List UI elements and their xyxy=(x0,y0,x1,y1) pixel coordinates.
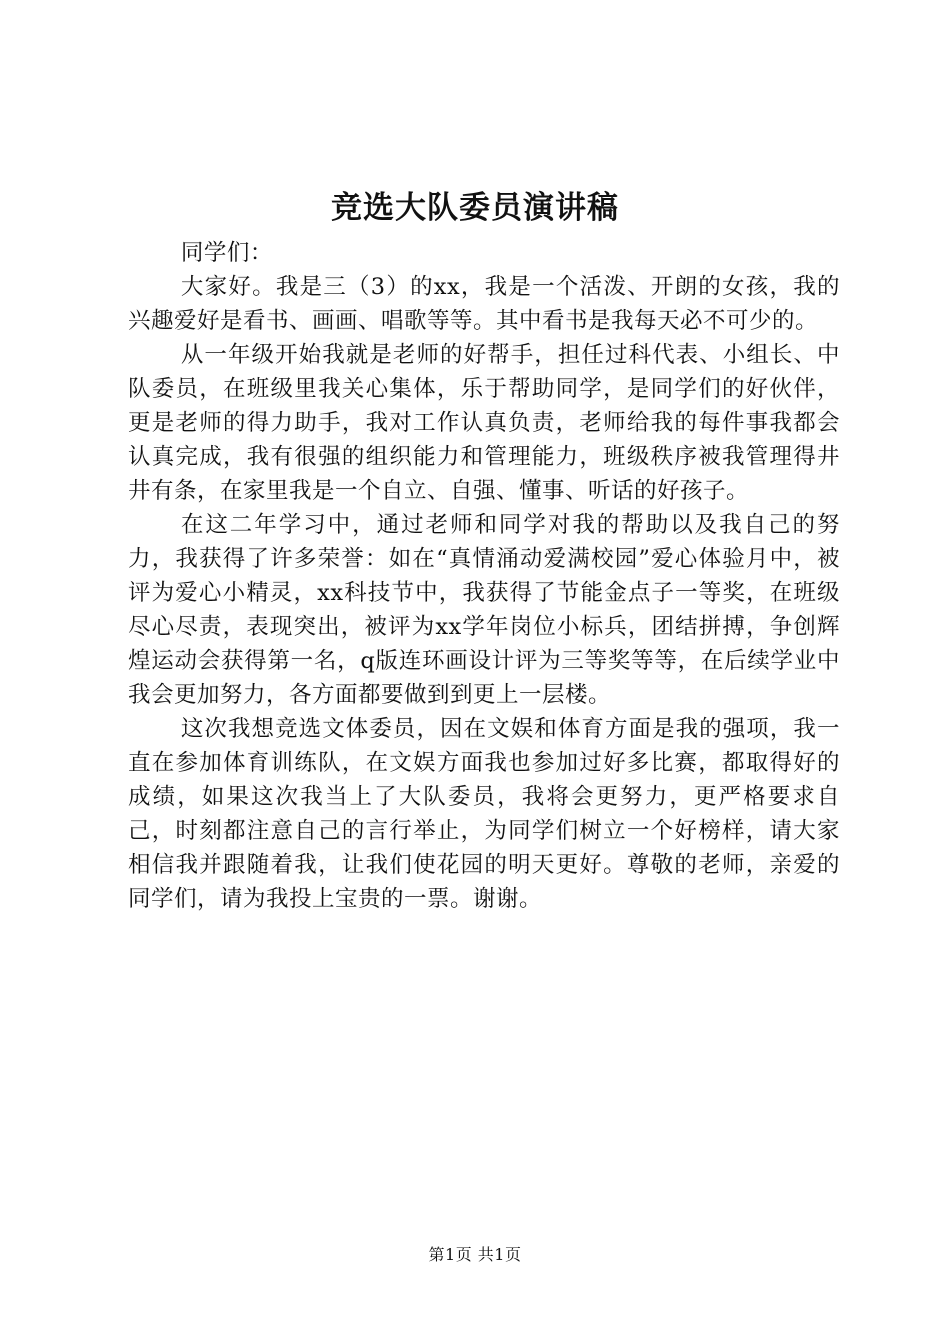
page-number-footer: 第1页 共1页 xyxy=(428,1245,522,1264)
paragraph-4: 这次我想竞选文体委员，因在文娱和体育方面是我的强项，我一直在参加体育训练队，在文娱方面我也参加过好多比赛，都取得好的成绩，如果这次我当上了大队委员，我将会更努力，更严格要求自己，时刻都注意自己的言行举止，为同学们树立一个好榜样，请大家相信我并跟随着我，让我们使花园的明天更好。尊敬的老师，亲爱的同学们，请为我投上宝贵的一票。谢谢。 xyxy=(128,716,840,912)
paragraph-2: 从一年级开始我就是老师的好帮手，担任过科代表、小组长、中队委员，在班级里我关心集体，乐于帮助同学，是同学们的好伙伴，更是老师的得力助手，我对工作认真负责，老师给我的每件事我都会认真完成，我有很强的组织能力和管理能力，班级秩序被我管理得井井有条，在家里我是一个自立、自强、懂事、听话的好孩子。 xyxy=(128,342,840,504)
paragraph-3: 在这二年学习中，通过老师和同学对我的帮助以及我自己的努力，我获得了许多荣誉：如在“真情涌动爱满校园”爱心体验月中，被评为爱心小精灵，xx科技节中，我获得了节能金点子一等奖，在班级尽心尽责，表现突出，被评为xx学年岗位小标兵，团结拼搏，争创辉煌运动会获得第一名，q版连环画设计评为三等奖等等，在后续学业中我会更加努力，各方面都要做到到更上一层楼。 xyxy=(128,512,840,708)
salutation: 同学们： xyxy=(180,240,273,266)
document-title: 竞选大队委员演讲稿 xyxy=(331,190,619,226)
paragraph-1: 大家好。我是三（3）的xx，我是一个活泼、开朗的女孩，我的兴趣爱好是看书、画画、唱歌等等。其中看书是我每天必不可少的。 xyxy=(128,274,840,334)
document-body xyxy=(128,236,840,916)
